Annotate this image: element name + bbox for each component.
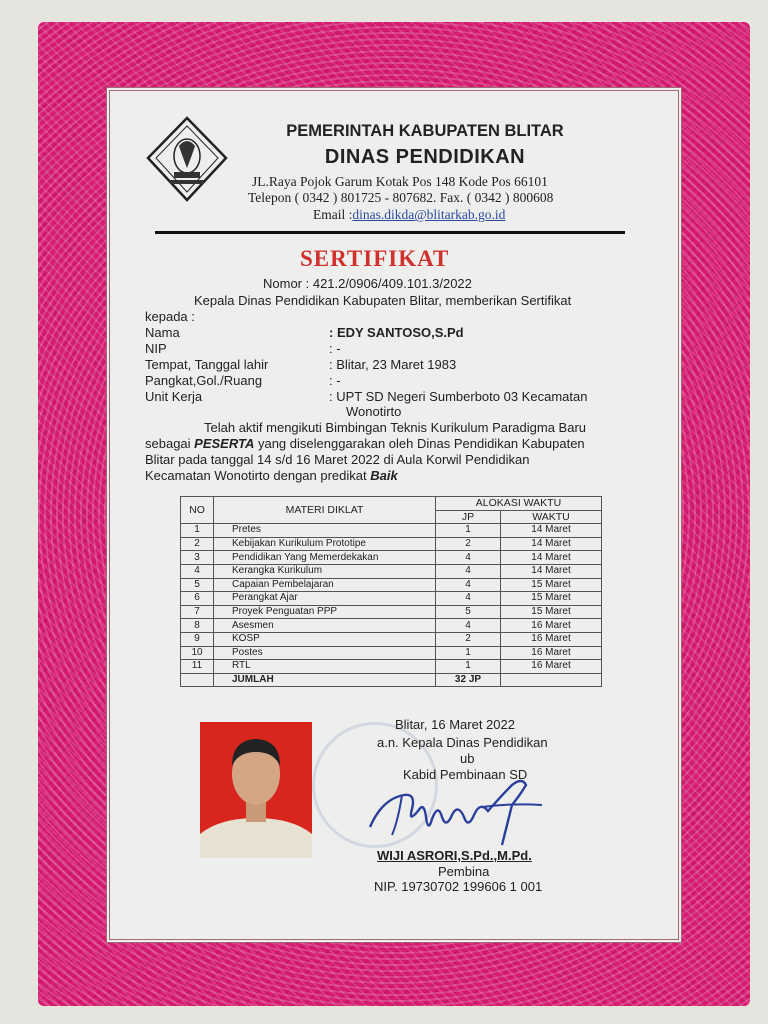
address-line: JL.Raya Pojok Garum Kotak Pos 148 Kode Pos 66101 xyxy=(252,174,548,189)
email-link[interactable]: dinas.dikda@blitarkab.go.id xyxy=(352,207,506,222)
field-label-nama: Nama xyxy=(145,325,180,340)
sign-ub: ub xyxy=(460,751,475,766)
row-jp: 2 xyxy=(436,632,501,646)
table-row xyxy=(181,578,602,592)
row-no: 4 xyxy=(181,564,214,578)
email-label: Email : xyxy=(313,207,353,222)
certificate-title: SERTIFIKAT xyxy=(300,246,450,271)
row-jp: 2 xyxy=(436,537,501,551)
kepada-label: kepada : xyxy=(145,309,195,324)
row-materi: RTL xyxy=(214,660,436,674)
body-line-4a: Kecamatan Wonotirto dengan predikat xyxy=(145,468,371,483)
row-materi: Pretes xyxy=(214,524,436,538)
total-no-cell xyxy=(181,673,214,687)
body-line-2 xyxy=(145,436,585,451)
row-no: 10 xyxy=(181,646,214,660)
row-materi: Kerangka Kurikulum xyxy=(214,564,436,578)
field-value-pangkat: : - xyxy=(329,373,341,388)
table-body xyxy=(181,524,602,674)
predikat-text: Baik xyxy=(370,468,398,483)
row-materi: Capaian Pembelajaran xyxy=(214,578,436,592)
signature-icon xyxy=(362,775,552,850)
row-jp: 1 xyxy=(436,660,501,674)
row-jp: 5 xyxy=(436,605,501,619)
row-materi: Proyek Penguatan PPP xyxy=(214,605,436,619)
training-table xyxy=(180,496,602,687)
sign-an: a.n. Kepala Dinas Pendidikan xyxy=(377,735,548,750)
field-value-nip: : - xyxy=(329,341,341,356)
table-row xyxy=(181,524,602,538)
certificate-number: Nomor : 421.2/0906/409.101.3/2022 xyxy=(263,276,472,291)
field-label-ttl: Tempat, Tanggal lahir xyxy=(145,357,269,372)
row-no: 1 xyxy=(181,524,214,538)
regency-emblem-icon xyxy=(146,116,228,202)
table-row xyxy=(181,646,602,660)
total-label: JUMLAH xyxy=(214,673,436,687)
row-no: 7 xyxy=(181,605,214,619)
field-label-pangkat: Pangkat,Gol./Ruang xyxy=(145,373,263,388)
row-waktu: 16 Maret xyxy=(501,646,602,660)
field-value-nama: : EDY SANTOSO,S.Pd xyxy=(329,325,464,340)
row-materi: KOSP xyxy=(214,632,436,646)
col-waktu-header: WAKTU xyxy=(501,510,602,524)
table-row xyxy=(181,537,602,551)
field-label-unit: Unit Kerja xyxy=(145,389,203,404)
row-no: 8 xyxy=(181,619,214,633)
col-alokasi-header: ALOKASI WAKTU xyxy=(436,497,602,511)
row-materi: Asesmen xyxy=(214,619,436,633)
table-row xyxy=(181,632,602,646)
header-divider xyxy=(155,231,625,234)
field-value-unit: : UPT SD Negeri Sumberboto 03 Kecamatan xyxy=(329,389,588,404)
row-jp: 4 xyxy=(436,551,501,565)
table-row xyxy=(181,564,602,578)
sign-kabid: Kabid Pembinaan SD xyxy=(403,767,528,782)
field-label-nip: NIP xyxy=(145,341,167,356)
row-no: 6 xyxy=(181,592,214,606)
body-line-4 xyxy=(145,468,398,483)
total-jp: 32 JP xyxy=(436,673,501,687)
field-value-unit-cont: Wonotirto xyxy=(346,404,402,419)
col-no-header: NO xyxy=(181,497,214,524)
email-line xyxy=(313,207,505,223)
table-row xyxy=(181,592,602,606)
peserta-text: PESERTA xyxy=(194,436,255,451)
person-photo-icon xyxy=(200,722,312,858)
col-materi-header: MATERI DIKLAT xyxy=(214,497,436,524)
row-jp: 4 xyxy=(436,619,501,633)
intro-text: Kepala Dinas Pendidikan Kabupaten Blitar, memberikan Sertifikat xyxy=(194,293,572,308)
row-materi: Pendidikan Yang Memerdekakan xyxy=(214,551,436,565)
row-waktu: 16 Maret xyxy=(501,619,602,633)
row-materi: Kebijakan Kurikulum Prototipe xyxy=(214,537,436,551)
row-materi: Postes xyxy=(214,646,436,660)
body-line-2b: yang diselenggarakan oleh Dinas Pendidikan Kabupaten xyxy=(254,436,585,451)
row-waktu: 14 Maret xyxy=(501,564,602,578)
table-row xyxy=(181,551,602,565)
row-waktu: 15 Maret xyxy=(501,592,602,606)
row-no: 2 xyxy=(181,537,214,551)
col-jp-header: JP xyxy=(436,510,501,524)
signer-name: WIJI ASRORI,S.Pd.,M.Pd. xyxy=(377,848,532,863)
signer-rank: Pembina xyxy=(438,864,490,879)
row-waktu: 16 Maret xyxy=(501,632,602,646)
row-waktu: 14 Maret xyxy=(501,551,602,565)
row-waktu: 14 Maret xyxy=(501,524,602,538)
row-waktu: 15 Maret xyxy=(501,605,602,619)
row-no: 5 xyxy=(181,578,214,592)
row-jp: 4 xyxy=(436,578,501,592)
row-no: 9 xyxy=(181,632,214,646)
table-row xyxy=(181,619,602,633)
signer-nip: NIP. 19730702 199606 1 001 xyxy=(374,879,543,894)
government-name: PEMERINTAH KABUPATEN BLITAR xyxy=(286,122,564,140)
row-jp: 1 xyxy=(436,646,501,660)
table-total-row xyxy=(181,673,602,687)
row-waktu: 14 Maret xyxy=(501,537,602,551)
row-jp: 4 xyxy=(436,592,501,606)
body-line-1: Telah aktif mengikuti Bimbingan Teknis Kurikulum Paradigma Baru xyxy=(204,420,587,435)
sign-place-date: Blitar, 16 Maret 2022 xyxy=(395,717,515,732)
participant-photo xyxy=(200,722,312,858)
table-row xyxy=(181,660,602,674)
body-line-2a: sebagai xyxy=(145,436,195,451)
department-name: DINAS PENDIDIKAN xyxy=(324,146,526,168)
row-jp: 4 xyxy=(436,564,501,578)
body-line-3: Blitar pada tanggal 14 s/d 16 Maret 2022 di Aula Korwil Pendidikan xyxy=(145,452,530,467)
field-value-ttl: : Blitar, 23 Maret 1983 xyxy=(329,357,457,372)
row-no: 3 xyxy=(181,551,214,565)
phone-line: Telepon ( 0342 ) 801725 - 807682. Fax. ( 0342 ) 800608 xyxy=(248,190,554,205)
row-waktu: 16 Maret xyxy=(501,660,602,674)
row-jp: 1 xyxy=(436,524,501,538)
total-waktu-cell xyxy=(501,673,602,687)
row-waktu: 15 Maret xyxy=(501,578,602,592)
table-row xyxy=(181,605,602,619)
row-materi: Perangkat Ajar xyxy=(214,592,436,606)
row-no: 11 xyxy=(181,660,214,674)
